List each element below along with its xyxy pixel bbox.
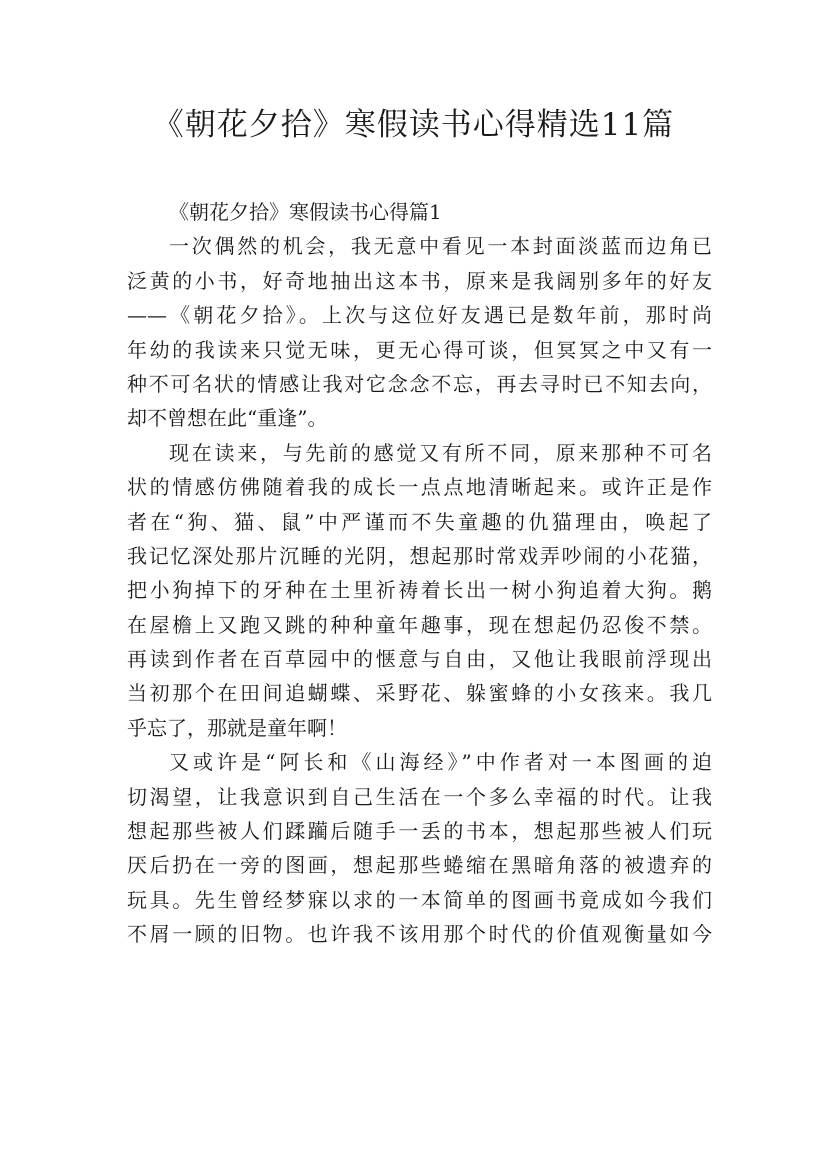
paragraph [127,229,712,435]
paragraph-line: 种不可名状的情感让我对它念念不忘，再去寻时已不知去向， [127,371,712,396]
document-body [127,195,712,952]
paragraph-line: 泛黄的小书，好奇地抽出这本书，原来是我阔别多年的好友 [127,268,712,293]
paragraph-line: 现在读来，与先前的感觉又有所不同，原来那种不可名 [169,440,712,465]
paragraph-line: 切渴望，让我意识到自己生活在一个多么幸福的时代。让我 [127,784,712,809]
paragraph-line: 年幼的我读来只觉无味，更无心得可谈，但冥冥之中又有一 [127,337,712,362]
paragraph-line: 想起那些被人们蹂躏后随手一丢的书本，想起那些被人们玩 [127,819,712,844]
paragraph-line: ——《朝花夕拾》。上次与这位好友遇已是数年前，那时尚 [127,303,712,328]
paragraph-line: 不屑一顾的旧物。也许我不该用那个时代的价值观衡量如今 [127,922,712,947]
paragraph-line: 却不曾想在此“重逢”。 [127,406,328,431]
section-heading: 《朝花夕拾》寒假读书心得篇1 [169,200,442,224]
paragraph-line: 乎忘了，那就是童年啊！ [127,715,347,740]
paragraph [127,745,712,951]
paragraph-line: 在屋檐上又跑又跳的种种童年趣事，现在想起仍忍俊不禁。 [127,612,712,637]
paragraph-line: 再读到作者在百草园中的惬意与自由，又他让我眼前浮现出 [127,647,712,672]
paragraph-line: 玩具。先生曾经梦寐以求的一本简单的图画书竟成如今我们 [127,887,712,912]
paragraph-line: 厌后扔在一旁的图画，想起那些蜷缩在黑暗角落的被遗弃的 [127,853,712,878]
paragraph-line: 我记忆深处那片沉睡的光阴，想起那时常戏弄吵闹的小花猫， [127,543,712,568]
document-title: 《朝花夕拾》寒假读书心得精选11篇 [152,107,675,143]
paragraph-line: 当初那个在田间追蝴蝶、采野花、躲蜜蜂的小女孩来。我几 [127,681,712,706]
paragraph-line: 把小狗掉下的牙种在土里祈祷着长出一树小狗追着大狗。鹅 [127,578,712,603]
paragraph-line: 又或许是“阿长和《山海经》”中作者对一本图画的迫 [169,750,712,775]
paragraph-line: 者在“狗、猫、鼠”中严谨而不失童趣的仇猫理由，唤起了 [127,509,712,534]
paragraph-line: 一次偶然的机会，我无意中看见一本封面淡蓝而边角已 [169,234,712,259]
paragraph-container [127,229,712,951]
paragraph-line: 状的情感仿佛随着我的成长一点点地清晰起来。或许正是作 [127,475,712,500]
paragraph [127,436,712,746]
